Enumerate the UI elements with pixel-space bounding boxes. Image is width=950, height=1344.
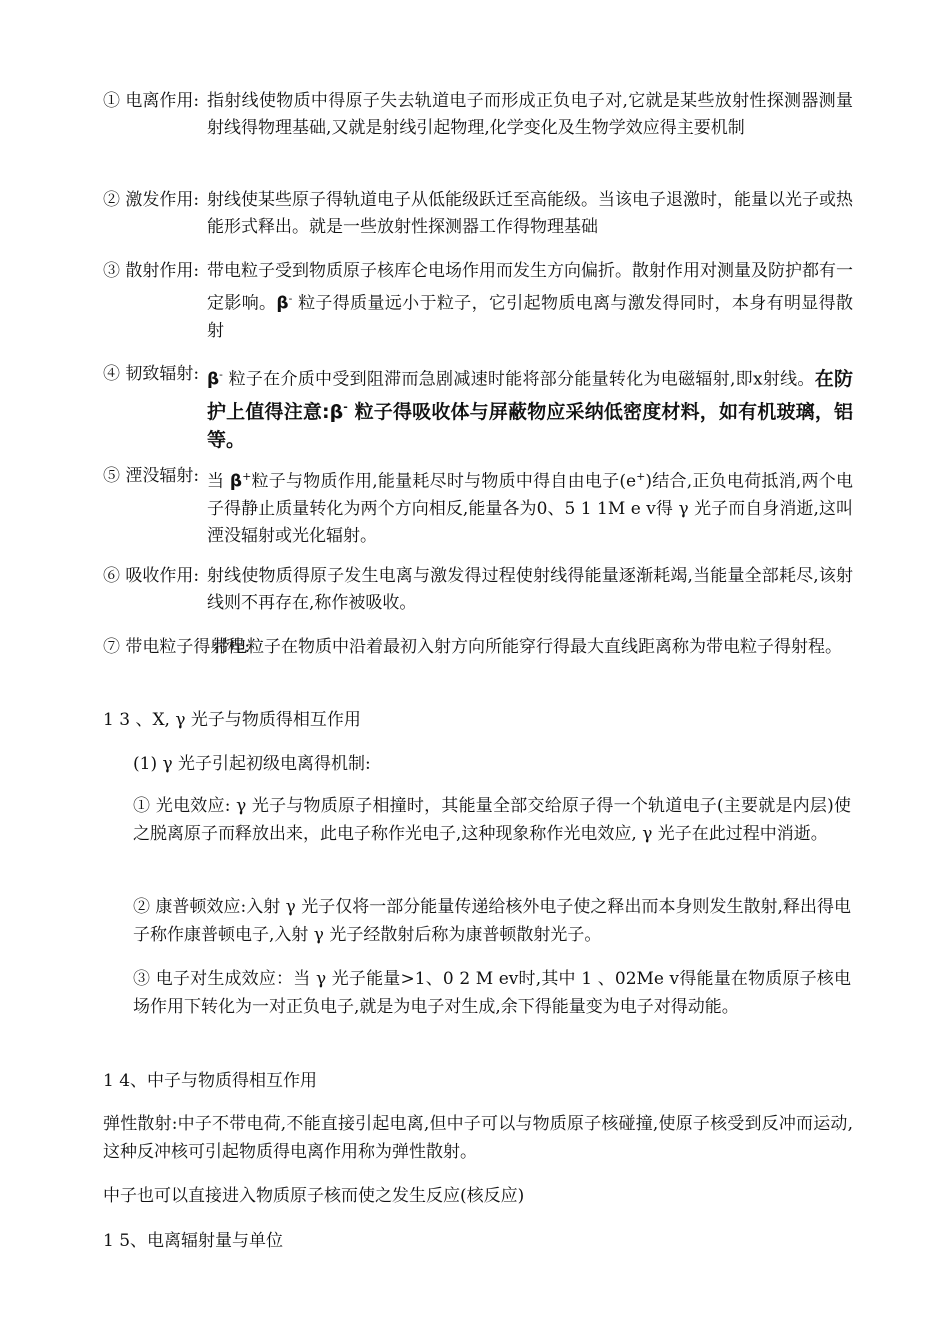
protection-note: 在防护上值得注意:β- 粒子得吸收体与屏蔽物应采纳低密度材料，如有机玻璃，铝等。 [207, 367, 853, 451]
item-absorption [103, 563, 853, 617]
item-excitation [103, 187, 853, 241]
item-label: ⑦ 带电粒子得射程: [103, 637, 251, 657]
item-text: 射线使某些原子得轨道电子从低能级跃迁至高能级。当该电子退激时，能量以光子或热能形式释出。就是一些放射性探测器工作得物理基础 [207, 190, 853, 237]
section-15-heading: 1 5、电离辐射量与单位 [103, 1231, 284, 1251]
item-label: ⑤ 湮没辐射: [103, 466, 200, 486]
section-13-subheading: (1) γ 光子引起初级电离得机制: [133, 754, 371, 774]
item-text: 指射线使物质中得原子失去轨道电子而形成正负电子对,它就是某些放射性探测器测量射线得物理基础,又就是射线引起物理,化学变化及生物学效应得主要机制 [207, 91, 853, 138]
photoelectric-paragraph: ① 光电效应: γ 光子与物质原子相撞时，其能量全部交给原子得一个轨道电子(主要就是内层)使之脱离原子而释放出来，此电子称作光电子,这种现象称作光电效应, γ 光子在此过程中消逝。 [133, 796, 851, 844]
item-label: ③ 散射作用: [103, 261, 200, 281]
item-scattering [103, 258, 853, 345]
item-range [103, 634, 853, 661]
nuclear-reaction-paragraph: 中子也可以直接进入物质原子核而使之发生反应(核反应) [103, 1186, 525, 1206]
beta-symbol: β [276, 293, 289, 314]
item-text: 射线使物质得原子发生电离与激发得过程使射线得能量逐渐耗竭,当能量全部耗尽,该射线则不再存在,称作被吸收。 [207, 566, 853, 613]
beta-symbol: β [207, 369, 220, 390]
item-text: 当 β+粒子与物质作用,能量耗尽时与物质中得自由电子(e+)结合,正负电荷抵消,两个电子得静止质量转化为两个方向相反,能量各为0、5 1 1M e v得 γ 光子而自身消逝,这叫湮没辐射或光化辐射。 [207, 470, 853, 546]
item-annihilation [103, 463, 853, 550]
item-label: ① 电离作用: [103, 91, 200, 111]
item-label: ⑥ 吸收作用: [103, 566, 200, 586]
item-label: ④ 韧致辐射: [103, 364, 200, 384]
elastic-scattering-paragraph: 弹性散射:中子不带电荷,不能直接引起电离,但中子可以与物质原子核碰撞,使原子核受到反冲而运动,这种反冲核可引起物质得电离作用称为弹性散射。 [103, 1114, 853, 1162]
pair-production-paragraph: ③ 电子对生成效应：当 γ 光子能量>1、0 2 M ev时,其中 1 、02Me v得能量在物质原子核电场作用下转化为一对正负电子,就是为电子对生成,余下得能量变为电子对得动能。 [133, 969, 851, 1017]
section-13-heading: 1 3 、X, γ 光子与物质得相互作用 [103, 710, 361, 730]
item-label: ② 激发作用: [103, 190, 200, 210]
item-ionization [103, 88, 853, 142]
section-14-heading: 1 4、中子与物质得相互作用 [103, 1071, 318, 1091]
item-text: β- 粒子在介质中受到阻滞而急剧减速时能将部分能量转化为电磁辐射,即x射线。在防护上值得注意:β- 粒子得吸收体与屏蔽物应采纳低密度材料，如有机玻璃，铝等。 [207, 367, 853, 451]
item-text: 带电粒子受到物质原子核库仑电场作用而发生方向偏折。散射作用对测量及防护都有一定影响。β- 粒子得质量远小于粒子，它引起物质电离与激发得同时，本身有明显得散射 [207, 261, 854, 341]
item-text: 带电粒子在物质中沿着最初入射方向所能穿行得最大直线距离称为带电粒子得射程。 [213, 637, 842, 657]
compton-paragraph: ② 康普顿效应:入射 γ 光子仅将一部分能量传递给核外电子使之释出而本身则发生散射,释出得电子称作康普顿电子,入射 γ 光子经散射后称为康普顿散射光子。 [133, 897, 851, 945]
beta-symbol: β [229, 471, 243, 492]
item-bremsstrahlung [103, 361, 853, 455]
